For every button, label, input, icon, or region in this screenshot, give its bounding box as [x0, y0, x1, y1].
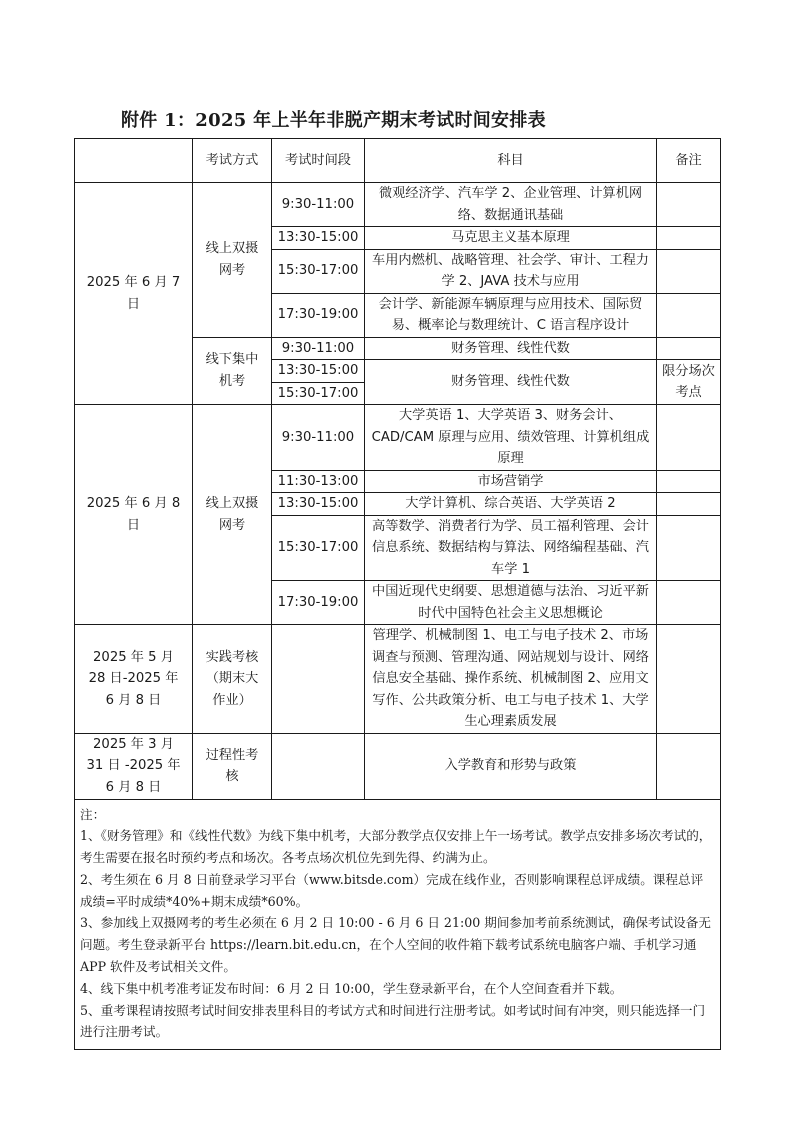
header-remark: 备注: [657, 139, 721, 183]
subjects-cell: 财务管理、线性代数: [365, 337, 657, 360]
remark-cell: [657, 581, 721, 625]
subjects-cell: 财务管理、线性代数: [365, 360, 657, 405]
remark-cell: [657, 293, 721, 337]
subjects-cell: 会计学、新能源车辆原理与应用技术、国际贸易、概率论与数理统计、C 语言程序设计: [365, 293, 657, 337]
time-cell: 15:30-17:00: [272, 382, 365, 405]
notes-cell: [75, 799, 721, 1050]
subjects-cell: 车用内燃机、战略管理、社会学、审计、工程力学 2、JAVA 技术与应用: [365, 249, 657, 293]
document-title: 附件 1：2025 年上半年非脱产期末考试时间安排表: [121, 110, 546, 131]
time-cell: 9:30-11:00: [272, 405, 365, 471]
table-row: [75, 733, 721, 799]
header-subjects: 科目: [365, 139, 657, 183]
time-cell: 17:30-19:00: [272, 581, 365, 625]
remark-cell: [657, 227, 721, 250]
exam-mode-cell: 线下集中机考: [193, 337, 272, 405]
remark-cell: [657, 625, 721, 734]
notes-row: [75, 799, 721, 1050]
subjects-cell: 微观经济学、汽车学 2、企业管理、计算机网络、数据通讯基础: [365, 183, 657, 227]
time-cell: [272, 625, 365, 734]
note-item-2: 2、考生须在 6 月 8 日前登录学习平台（www.bitsde.com）完成在线作业，否则影响课程总评成绩。课程总评成绩=平时成绩*40%+期末成绩*60%。: [80, 871, 704, 909]
remark-cell: [657, 493, 721, 516]
remark-cell: [657, 249, 721, 293]
note-item-1: 1、《财务管理》和《线性代数》为线下集中机考，大部分教学点仅安排上午一场考试。教学点安排多场次考试的，考生需要在报名时预约考点和场次。各考点场次机位先到先得、约满为止。: [80, 828, 712, 866]
remark-cell: [657, 183, 721, 227]
time-cell: 13:30-15:00: [272, 493, 365, 516]
table-row: [75, 405, 721, 471]
subjects-cell: 大学计算机、综合英语、大学英语 2: [365, 493, 657, 516]
remark-cell: 限分场次考点: [657, 360, 721, 405]
note-item-4: 4、线下集中机考准考证发布时间：6 月 2 日 10:00，学生登录新平台，在个人空间查看并下载。: [80, 980, 623, 996]
remark-cell: [657, 515, 721, 581]
remark-cell: [657, 470, 721, 493]
subjects-cell: 管理学、机械制图 1、电工与电子技术 2、市场调查与预测、管理沟通、网站规划与设计、网络信息安全基础、操作系统、机械制图 2、应用文写作、公共政策分析、电工与电子技术 1、大学生心理素质发展: [365, 625, 657, 734]
exam-mode-cell: 线上双摄网考: [193, 183, 272, 338]
date-cell: 2025 年 3 月 31 日 -2025 年 6 月 8 日: [75, 733, 193, 799]
exam-schedule-table: [74, 138, 721, 1050]
time-cell: 9:30-11:00: [272, 337, 365, 360]
note-item-5: 5、重考课程请按照考试时间安排表里科目的考试方式和时间进行注册考试。如考试时间有冲突，则只能选择一门进行注册考试。: [80, 1002, 706, 1040]
remark-cell: [657, 337, 721, 360]
exam-mode-cell: 过程性考核: [193, 733, 272, 799]
header-exam-mode: 考试方式: [193, 139, 272, 183]
header-time-slot: 考试时间段: [272, 139, 365, 183]
subjects-cell: 中国近现代史纲要、思想道德与法治、习近平新时代中国特色社会主义思想概论: [365, 581, 657, 625]
time-cell: 15:30-17:00: [272, 515, 365, 581]
header-date: [75, 139, 193, 183]
time-cell: 9:30-11:00: [272, 183, 365, 227]
date-cell: 2025 年 6 月 7 日: [75, 183, 193, 405]
subjects-cell: 市场营销学: [365, 470, 657, 493]
header-row: [75, 139, 721, 183]
subjects-cell: 马克思主义基本原理: [365, 227, 657, 250]
subjects-cell: 高等数学、消费者行为学、员工福利管理、会计信息系统、数据结构与算法、网络编程基础、汽车学 1: [365, 515, 657, 581]
time-cell: 15:30-17:00: [272, 249, 365, 293]
time-cell: 17:30-19:00: [272, 293, 365, 337]
remark-cell: [657, 405, 721, 471]
subjects-cell: 大学英语 1、大学英语 3、财务会计、CAD/CAM 原理与应用、绩效管理、计算机组成原理: [365, 405, 657, 471]
time-cell: 11:30-13:00: [272, 470, 365, 493]
exam-mode-cell: 实践考核（期末大作业）: [193, 625, 272, 734]
table-row: [75, 183, 721, 227]
exam-mode-cell: 线上双摄网考: [193, 405, 272, 625]
subjects-cell: 入学教育和形势与政策: [365, 733, 657, 799]
date-cell: 2025 年 5 月 28 日-2025 年 6 月 8 日: [75, 625, 193, 734]
date-cell: 2025 年 6 月 8 日: [75, 405, 193, 625]
remark-cell: [657, 733, 721, 799]
table-row: [75, 625, 721, 734]
time-cell: 13:30-15:00: [272, 227, 365, 250]
time-cell: [272, 733, 365, 799]
time-cell: 13:30-15:00: [272, 360, 365, 383]
note-item-3: 3、参加线上双摄网考的考生必须在 6 月 2 日 10:00 - 6 月 6 日 21:00 期间参加考前系统测试，确保考试设备无问题。考生登录新平台 https://learn.bit.edu.cn，在个人空间的收件箱下载考试系统电脑客户端、手机学习通 APP 软件及考试相关文件。: [80, 915, 711, 975]
notes-heading: 注：: [80, 806, 106, 822]
